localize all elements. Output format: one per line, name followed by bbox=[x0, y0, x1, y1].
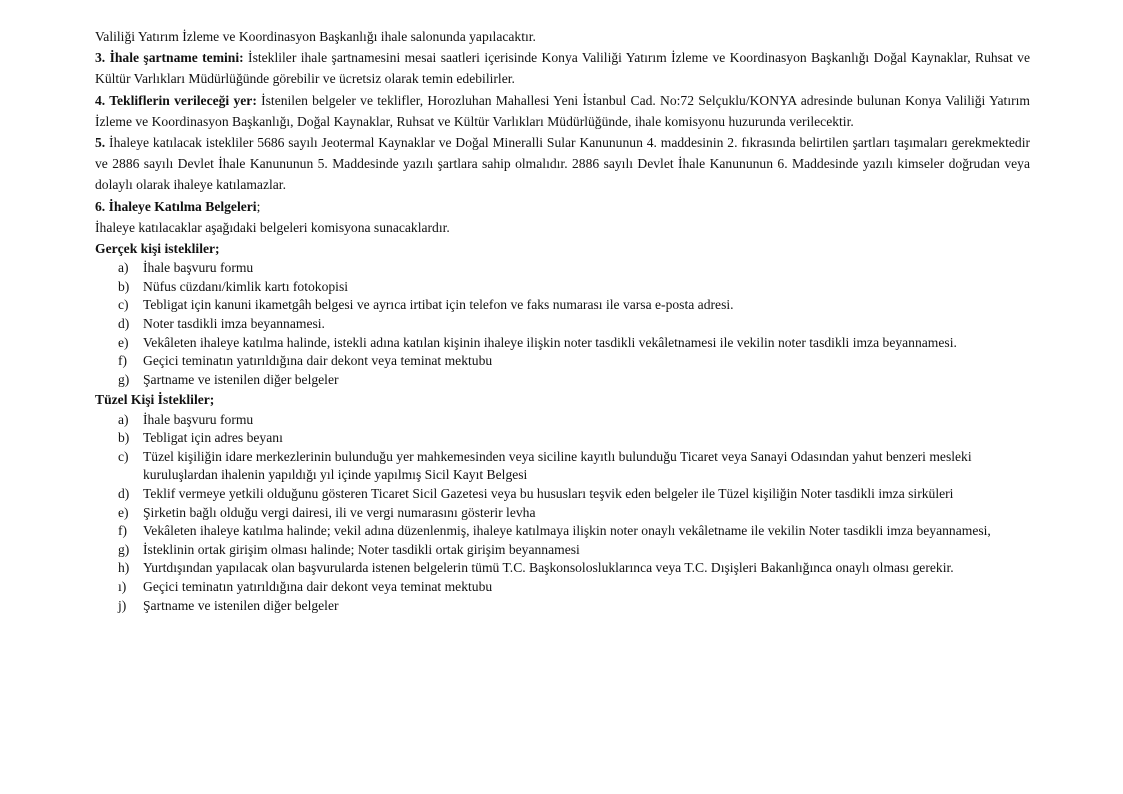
section-4-bid-location bbox=[95, 90, 1030, 132]
section-5-text: İhaleye katılacak istekliler 5686 sayılı Jeotermal Kaynaklar ve Doğal Mineralli Sular Kanununun 4. maddesinin 2. fıkrasında belirtilen şartları taşımaları gerekmektedir ve 2886 sayılı Devlet İhale Kanununun 5. Maddesinde yazılı şartlara sahip olmalıdır. 2886 sayılı Devlet İhale Kanununun 6. Maddesinde yazılı kimseler doğrudan veya dolaylı olarak ihaleye katılamazlar. bbox=[95, 135, 1030, 193]
section-4-label: 4. Tekliflerin verileceği yer: bbox=[95, 92, 257, 108]
section-5-eligibility bbox=[95, 132, 1030, 196]
section-6-heading-line bbox=[95, 196, 1030, 217]
list-item-marker: f) bbox=[118, 353, 128, 369]
legal-persons-list-item bbox=[95, 541, 1030, 560]
list-item-text: Tüzel kişiliğin idare merkezlerinin bulunduğu yer mahkemesinden veya siciline kayıtlı bulunduğu Ticaret veya Sanayi Odasından yahut benzeri mesleki kuruluşlardan ihalenin yapıldığı yıl içinde yapılmış Sicil Kayıt Belgesi bbox=[143, 448, 972, 483]
section-3-tender-spec bbox=[95, 47, 1030, 89]
legal-persons-list-item bbox=[95, 485, 1030, 504]
list-item-text: Şartname ve istenilen diğer belgeler bbox=[143, 597, 339, 613]
list-item-marker: ı) bbox=[118, 578, 127, 594]
real-persons-list-item bbox=[95, 315, 1030, 334]
list-item-marker: e) bbox=[118, 504, 129, 520]
list-item-text: İsteklinin ortak girişim olması halinde; Noter tasdikli ortak girişim beyannamesi bbox=[143, 541, 580, 557]
section-3-label: 3. İhale şartname temini: bbox=[95, 50, 244, 66]
section-6-intro: İhaleye katılacaklar aşağıdaki belgeleri komisyona sunacaklardır. bbox=[95, 219, 450, 235]
list-item-marker: b) bbox=[118, 278, 130, 294]
real-persons-list-item bbox=[95, 296, 1030, 315]
section-4-text: İstenilen belgeler ve teklifler, Horozluhan Mahallesi Yeni İstanbul Cad. No:72 Selçuklu/KONYA adresinde bulunan Konya Valiliği Yatırım İzleme ve Koordinasyon Başkanlığı, Doğal Kaynaklar, Ruhsat ve Kültür Varlıkları Müdürlüğünde, ihale komisyonu huzurunda verilecektir. bbox=[95, 92, 1030, 129]
list-item-marker: c) bbox=[118, 297, 129, 313]
legal-persons-list-item bbox=[95, 597, 1030, 616]
real-persons-list bbox=[95, 259, 1030, 389]
list-item-text: Nüfus cüzdanı/kimlik kartı fotokopisi bbox=[143, 278, 349, 294]
legal-persons-list-item bbox=[95, 559, 1030, 578]
legal-persons-list-item bbox=[95, 504, 1030, 523]
list-item-text: Geçici teminatın yatırıldığına dair dekont veya teminat mektubu bbox=[143, 578, 493, 594]
list-item-text: Teklif vermeye yetkili olduğunu gösteren Ticaret Sicil Gazetesi veya bu hususları teşvik eden belgeler ile Tüzel kişiliğin Noter tasdikli imza sirküleri bbox=[143, 485, 954, 501]
real-persons-list-item bbox=[95, 278, 1030, 297]
legal-persons-heading: Tüzel Kişi İstekliler; bbox=[95, 392, 215, 408]
list-item-text: İhale başvuru formu bbox=[143, 411, 254, 427]
legal-persons-list-item bbox=[95, 429, 1030, 448]
list-item-text: Tebligat için kanuni ikametgâh belgesi ve ayrıca irtibat için telefon ve faks numarası ile varsa e-posta adresi. bbox=[143, 297, 734, 313]
real-persons-list-item bbox=[95, 334, 1030, 353]
list-item-text: Noter tasdikli imza beyannamesi. bbox=[143, 316, 325, 332]
real-persons-list-item bbox=[95, 259, 1030, 278]
real-persons-heading: Gerçek kişi istekliler; bbox=[95, 241, 220, 257]
section-3-text: İstekliler ihale şartnamesini mesai saatleri içerisinde Konya Valiliği Yatırım İzleme ve Koordinasyon Başkanlığı Doğal Kaynaklar, Ruhsat ve Kültür Varlıkları Müdürlüğünde görebilir ve ücretsiz olarak temin edebilirler. bbox=[95, 50, 1030, 87]
list-item-marker: e) bbox=[118, 334, 129, 350]
list-item-marker: g) bbox=[118, 371, 130, 387]
list-item-marker: b) bbox=[118, 430, 130, 446]
list-item-text: Yurtdışından yapılacak olan başvurularda istenen belgelerin tümü T.C. Başkonsolosluklarınca veya T.C. Dışişleri Bakanlığınca onaylı olması gerekir. bbox=[143, 560, 954, 576]
legal-persons-list-item bbox=[95, 522, 1030, 541]
intro-line: Valiliği Yatırım İzleme ve Koordinasyon Başkanlığı ihale salonunda yapılacaktır. bbox=[95, 29, 536, 44]
list-item-marker: a) bbox=[118, 411, 129, 427]
list-item-marker: j) bbox=[118, 597, 127, 613]
list-item-text: Vekâleten ihaleye katılma halinde, istekli adına katılan kişinin ihaleye ilişkin noter tasdikli vekâletnamesi ile vekilin noter tasdikli imza beyannamesi. bbox=[143, 334, 957, 350]
legal-persons-list bbox=[95, 411, 1030, 616]
legal-persons-list-item bbox=[95, 411, 1030, 430]
list-item-marker: h) bbox=[118, 560, 130, 576]
list-item-marker: a) bbox=[118, 260, 129, 276]
real-persons-list-item bbox=[95, 352, 1030, 371]
real-persons-list-item bbox=[95, 371, 1030, 390]
list-item-marker: f) bbox=[118, 523, 128, 539]
list-item-text: Vekâleten ihaleye katılma halinde; vekil adına düzenlenmiş, ihaleye katılmaya ilişkin noter onaylı vekâletname ile vekilin Noter tasdikli imza beyannamesi, bbox=[143, 523, 991, 539]
list-item-text: Geçici teminatın yatırıldığına dair dekont veya teminat mektubu bbox=[143, 353, 493, 369]
list-item-text: İhale başvuru formu bbox=[143, 260, 254, 276]
legal-persons-list-item bbox=[95, 448, 1030, 485]
list-item-marker: c) bbox=[118, 448, 129, 464]
list-item-text: Şirketin bağlı olduğu vergi dairesi, ili ve vergi numarasını gösterir levha bbox=[143, 504, 536, 520]
document-page bbox=[95, 26, 1030, 615]
list-item-marker: d) bbox=[118, 316, 130, 332]
list-item-text: Şartname ve istenilen diğer belgeler bbox=[143, 371, 339, 387]
section-6-heading: 6. İhaleye Katılma Belgeleri bbox=[95, 198, 257, 214]
legal-persons-list-item bbox=[95, 578, 1030, 597]
section-6-heading-suffix: ; bbox=[256, 198, 261, 214]
list-item-marker: g) bbox=[118, 541, 130, 557]
list-item-marker: d) bbox=[118, 485, 130, 501]
section-5-label: 5. bbox=[95, 135, 106, 151]
list-item-text: Tebligat için adres beyanı bbox=[143, 430, 283, 446]
